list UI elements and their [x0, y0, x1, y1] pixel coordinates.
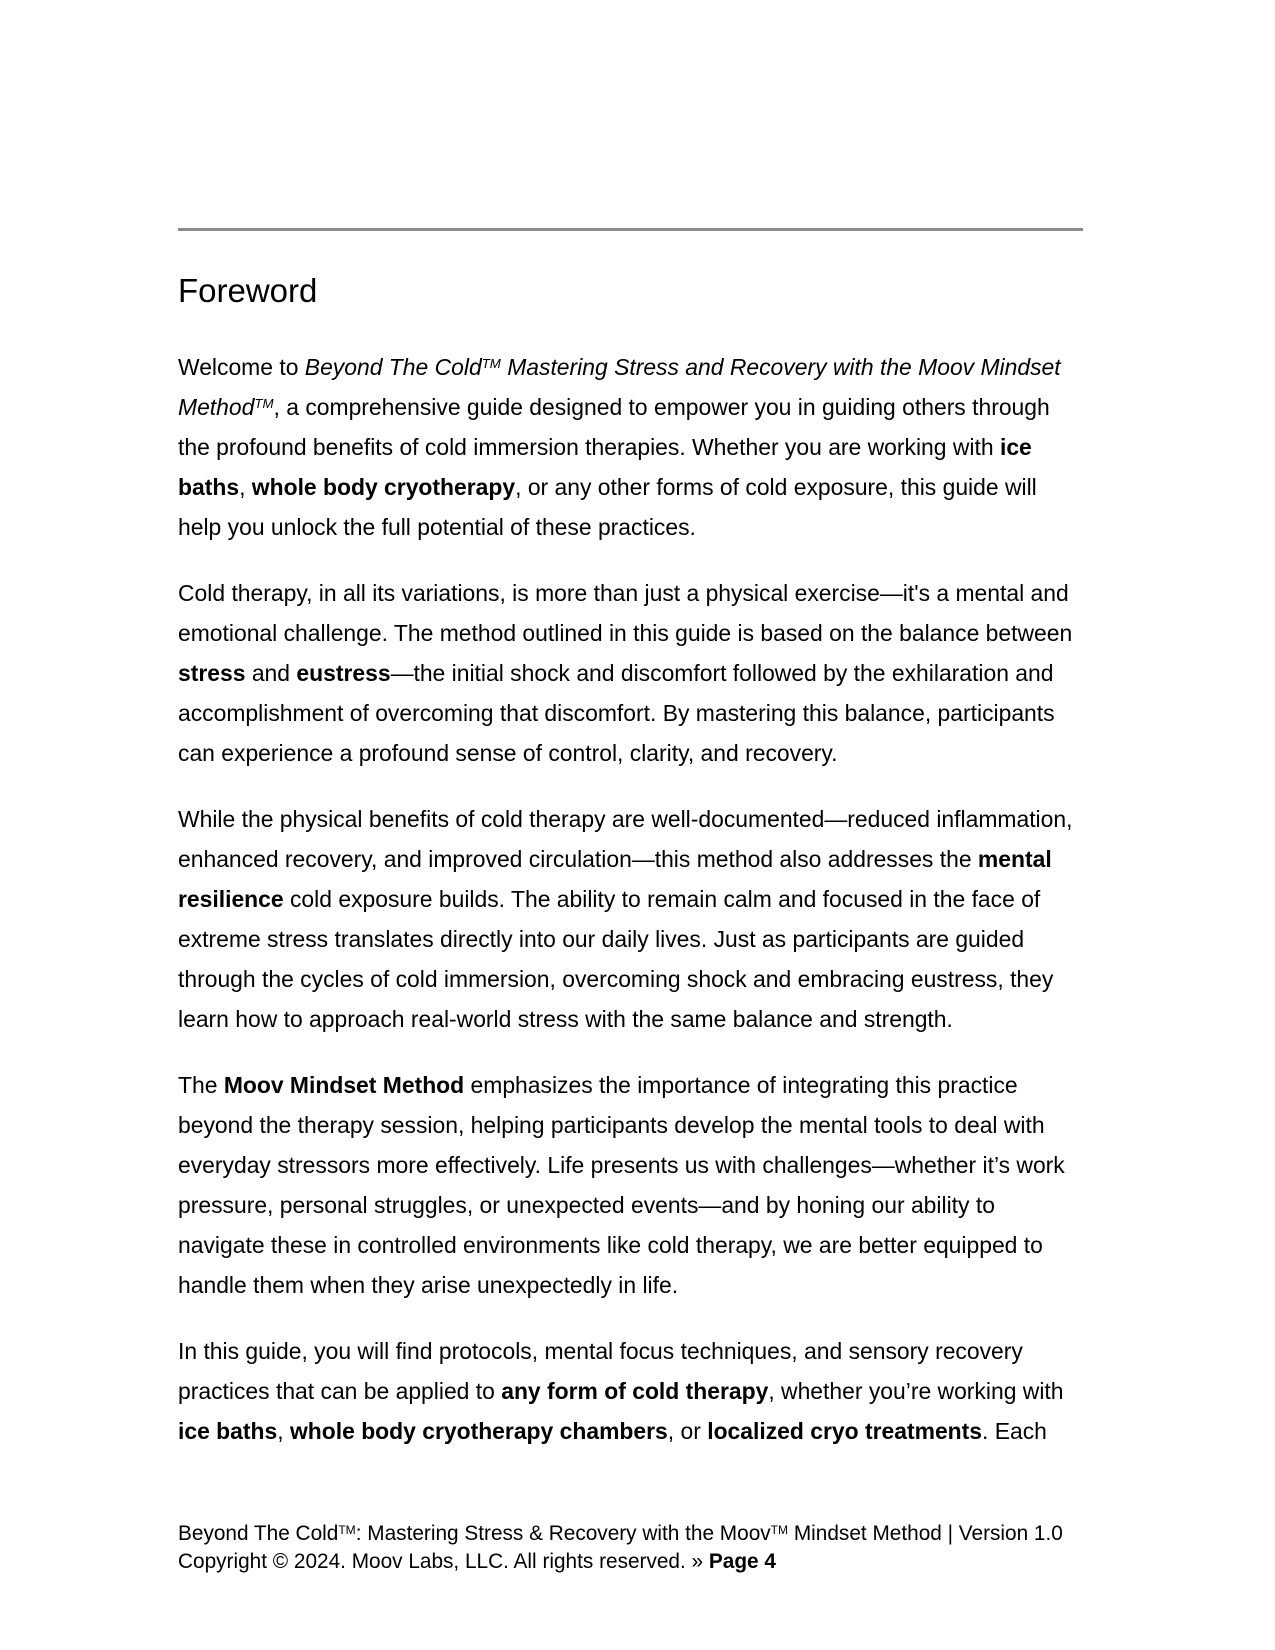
section-heading: Foreword	[178, 272, 318, 309]
trademark-superscript: TM	[770, 1522, 789, 1537]
text-run: and	[245, 660, 297, 686]
bold-text: eustress	[296, 660, 391, 686]
trademark-superscript: TM	[254, 396, 274, 412]
text-run: The	[178, 1072, 224, 1098]
text-run: Welcome to	[178, 354, 305, 380]
text-run: , or any other forms of cold exposure, this guide will help you unlock the full potential of these practices.	[178, 474, 1037, 540]
bold-text: any form of cold therapy	[501, 1378, 769, 1404]
bold-text: stress	[178, 660, 246, 686]
paragraph-moov-mindset-method	[178, 1065, 1083, 1305]
text-run: —the initial shock and discomfort followed by the exhilaration and accomplishment of overcoming that discomfort. By mastering this balance, participants can experience a profound sense of control, clarity, and recovery.	[178, 660, 1055, 766]
text-run: emphasizes the importance of integrating this practice beyond the therapy session, helping participants develop the mental tools to deal with everyday stressors more effectively. Life presents us with challenges—whether it’s work pressure, personal struggles, or unexpected events—and by honing our ability to navigate these in controlled environments like cold therapy, we are better equipped to handle them when they arise unexpectedly in life.	[178, 1072, 1065, 1298]
bold-text: whole body cryotherapy	[251, 474, 516, 500]
text-run: In this guide, you will find protocols, mental focus techniques, and sensory recovery practices that can be applied to	[178, 1338, 1023, 1404]
italic-text: Beyond The Cold	[304, 354, 482, 380]
footer-document-title	[178, 1520, 1138, 1548]
bold-text: ice baths	[178, 1418, 278, 1444]
footer-copyright	[178, 1548, 1138, 1576]
paragraph-cold-therapy	[178, 573, 1083, 773]
bold-text: ice baths	[178, 434, 1032, 500]
page-content	[178, 0, 1083, 1477]
text-run: , or	[667, 1418, 708, 1444]
text-run: While the physical benefits of cold therapy are well-documented—reduced inflammation, enhanced recovery, and improved circulation—this method also addresses the	[178, 806, 1073, 872]
bold-text: whole body cryotherapy chambers	[289, 1418, 668, 1444]
text-run: cold exposure builds. The ability to remain calm and focused in the face of extreme stress translates directly into our daily lives. Just as participants are guided through the cycles of cold immersion, overcoming shock and embracing eustress, they learn how to approach real-world stress with the same balance and strength.	[178, 886, 1054, 1032]
page-footer	[178, 1520, 1138, 1576]
text-run: Copyright © 2024. Moov Labs, LLC. All rights reserved. »	[178, 1550, 709, 1573]
text-run: , a comprehensive guide designed to empower you in guiding others through the profound benefits of cold immersion therapies. Whether you are working with	[178, 394, 1050, 460]
bold-text: localized cryo treatments	[707, 1418, 983, 1444]
paragraph-physical-benefits	[178, 799, 1083, 1039]
bold-text: Moov Mindset Method	[223, 1072, 465, 1098]
paragraph-welcome	[178, 347, 1083, 547]
trademark-superscript: TM	[338, 1522, 356, 1537]
text-run: Mindset Method | Version 1.0	[788, 1522, 1063, 1545]
text-run: Cold therapy, in all its variations, is more than just a physical exercise—it's a mental and emotional challenge. The method outlined in this guide is based on the balance between	[178, 580, 1073, 646]
text-run: , whether you’re working with	[768, 1378, 1064, 1404]
paragraph-in-this-guide	[178, 1331, 1083, 1451]
text-run: : Mastering Stress & Recovery with the Moov	[355, 1522, 771, 1545]
italic-text: Mastering Stress and Recovery with the Moov Mindset Method	[178, 354, 1061, 420]
trademark-superscript: TM	[481, 356, 501, 372]
horizontal-rule	[178, 228, 1083, 231]
text-run: Beyond The Cold	[178, 1522, 339, 1545]
text-run: ,	[277, 1418, 290, 1444]
bold-text: Page 4	[708, 1550, 776, 1573]
bold-text: mental resilience	[178, 846, 1052, 912]
text-run: ,	[239, 474, 252, 500]
text-run: . Each	[982, 1418, 1047, 1444]
